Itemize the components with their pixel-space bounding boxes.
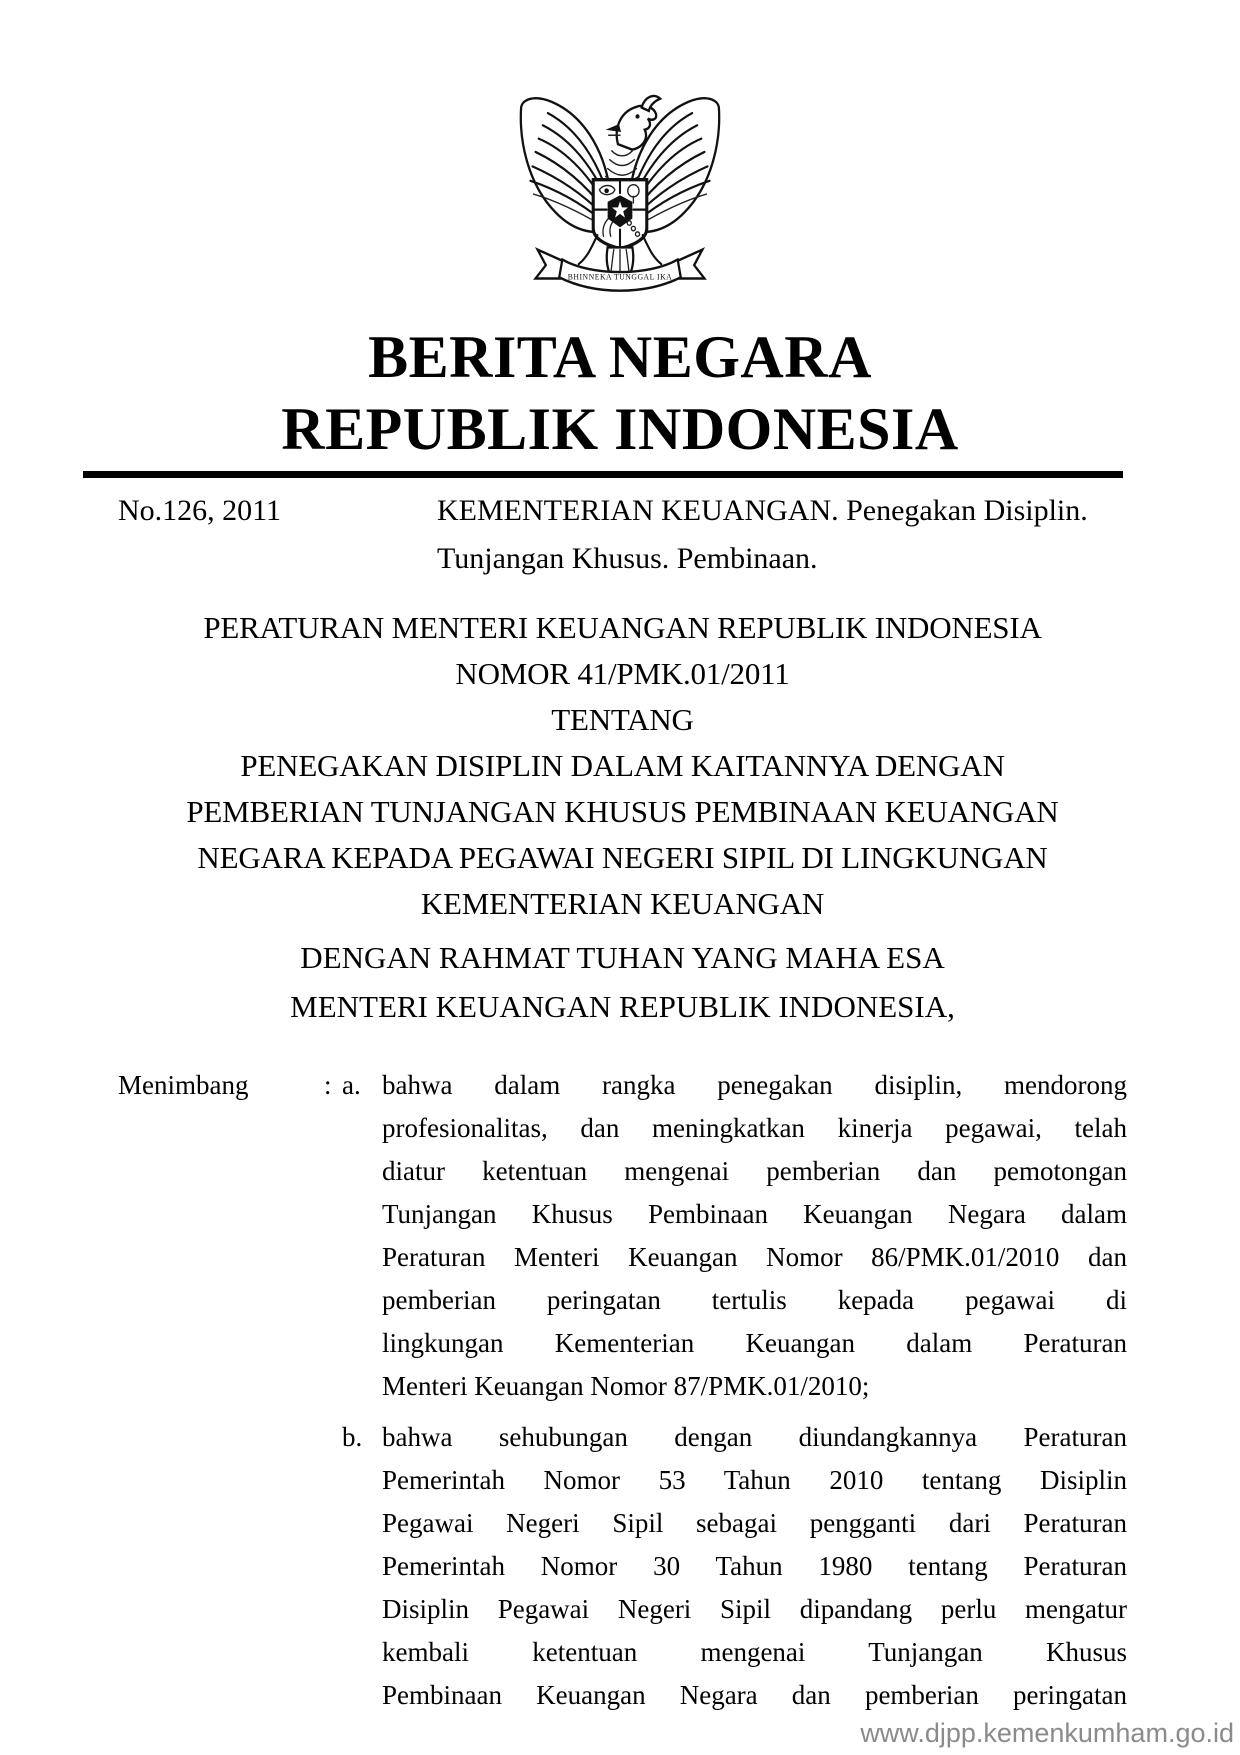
regulation-title-block — [118, 605, 1127, 927]
motto-text: BHINNEKA TUNGGAL IKA — [567, 272, 673, 282]
gazette-subject-line1: KEMENTERIAN KEUANGAN. Penegakan Disiplin. — [437, 494, 1088, 527]
text-line: KEMENTERIAN KEUANGAN — [420, 886, 825, 921]
item-letter-a: a. — [342, 1070, 361, 1100]
invocation-line: DENGAN RAHMAT TUHAN YANG MAHA ESA — [300, 940, 945, 975]
text-line: lingkungan Kementerian Keuangan dalam Peraturan — [382, 1328, 1127, 1358]
consideration-item-a — [118, 1064, 1127, 1408]
masthead-line1: BERITA NEGARA — [368, 324, 872, 390]
masthead-line2: REPUBLIK INDONESIA — [281, 396, 959, 462]
gazette-subject-line2: Tunjangan Khusus. Pembinaan. — [437, 542, 818, 575]
regulation-institution: PERATURAN MENTERI KEUANGAN REPUBLIK INDONESIA — [203, 610, 1042, 645]
text-line: bahwa sehubungan dengan diundangkannya Peraturan — [382, 1422, 1127, 1452]
regulation-subject — [118, 743, 1127, 927]
text-line: Pembinaan Keuangan Negara dan pemberian peringatan — [382, 1680, 1127, 1710]
regulation-number: NOMOR 41/PMK.01/2011 — [455, 656, 790, 691]
text-line: bahwa dalam rangka penegakan disiplin, mendorong — [382, 1070, 1127, 1100]
text-line: kembali ketentuan mengenai Tunjangan Khusus — [382, 1637, 1127, 1667]
website-watermark: www.djpp.kemenkumham.go.id — [860, 1718, 1234, 1748]
emblem-container — [0, 0, 1240, 309]
gazette-subject — [437, 487, 1127, 583]
considerations-colon: : — [324, 1070, 332, 1100]
regulation-about: TENTANG — [551, 702, 694, 737]
text-line: Tunjangan Khusus Pembinaan Keuangan Negara dalam — [382, 1199, 1127, 1229]
gazette-number: No.126, 2011 — [118, 494, 282, 527]
text-line: PEMBERIAN TUNJANGAN KHUSUS PEMBINAAN KEUANGAN — [186, 794, 1059, 829]
item-text-a — [382, 1064, 1127, 1408]
text-line: Peraturan Menteri Keuangan Nomor 86/PMK.01/2010 dan — [382, 1242, 1127, 1272]
authority-line: MENTERI KEUANGAN REPUBLIK INDONESIA, — [290, 989, 955, 1024]
text-line: PENEGAKAN DISIPLIN DALAM KAITANNYA DENGAN — [240, 748, 1005, 783]
masthead — [0, 321, 1240, 465]
considerations-label: Menimbang — [118, 1070, 249, 1100]
item-text-b — [382, 1416, 1127, 1717]
text-line: Pemerintah Nomor 53 Tahun 2010 tentang Disiplin — [382, 1465, 1127, 1495]
gazette-header — [118, 487, 1127, 583]
masthead-rule — [83, 471, 1123, 478]
text-line: diatur ketentuan mengenai pemberian dan pemotongan — [382, 1156, 1127, 1186]
garuda-pancasila-emblem — [517, 82, 723, 304]
pancasila-shield — [593, 180, 647, 249]
text-line: pemberian peringatan tertulis kepada pegawai di — [382, 1285, 1127, 1315]
considerations-section — [118, 1064, 1127, 1717]
text-line: Disiplin Pegawai Negeri Sipil dipandang perlu mengatur — [382, 1594, 1127, 1624]
item-letter-b: b. — [342, 1422, 363, 1452]
consideration-item-b — [118, 1416, 1127, 1717]
text-line: profesionalitas, dan meningkatkan kinerja pegawai, telah — [382, 1113, 1127, 1143]
text-line: Pemerintah Nomor 30 Tahun 1980 tentang Peraturan — [382, 1551, 1127, 1581]
text-line: Pegawai Negeri Sipil sebagai pengganti dari Peraturan — [382, 1508, 1127, 1538]
text-line: Menteri Keuangan Nomor 87/PMK.01/2010; — [382, 1371, 870, 1401]
text-line: NEGARA KEPADA PEGAWAI NEGERI SIPIL DI LINGKUNGAN — [197, 840, 1048, 875]
